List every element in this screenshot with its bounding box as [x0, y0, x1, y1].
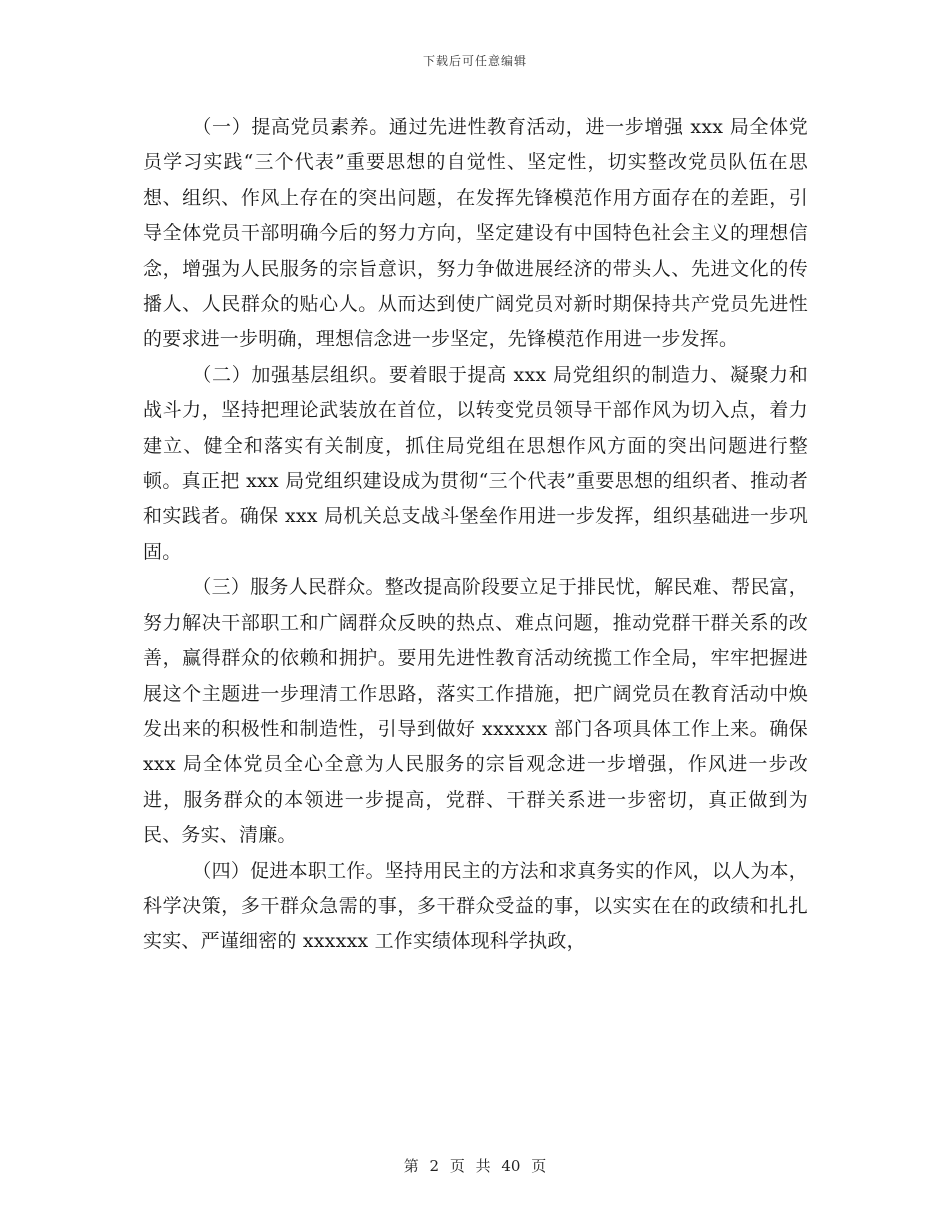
page-footer: 第 2 页 共 40 页 — [403, 1157, 547, 1175]
paragraph-1: （一）提高党员素养。通过先进性教育活动，进一步增强 xxx 局全体党员学习实践“三个代表”重要思想的自觉性、坚定性，切实整改党员队伍在思想、组织、作风上存在的突出问题，在发挥先锋模范作用方面存在的差距，引导全体党员干部明确今后的努力方向，坚定建设有中国特色社会主义的理想信念，增强为人民服务的宗旨意识，努力争做进展经济的带头人、先进文化的传播人、人民群众的贴心人。从而达到使广阔党员对新时期保持共产党员先进性的要求进一步明确，理想信念进一步坚定，先锋模范作用进一步发挥。 — [143, 116, 808, 351]
document-body — [143, 110, 808, 960]
page-header: 下载后可任意编辑 — [422, 54, 527, 68]
paragraph-2: （二）加强基层组织。要着眼于提高 xxx 局党组织的制造力、凝聚力和战斗力，坚持把理论武装放在首位，以转变党员领导干部作风为切入点，着力建立、健全和落实有关制度，抓住局党组在思想作风方面的突出问题进行整顿。真正把 xxx 局党组织建设成为贯彻“三个代表”重要思想的组织者、推动者和实践者。确保 xxx 局机关总支战斗堡垒作用进一步发挥，组织基础进一步巩固。 — [143, 363, 808, 563]
paragraph-4: （四）促进本职工作。坚持用民主的方法和求真务实的作风，以人为本，科学决策，多干群众急需的事，多干群众受益的事，以实实在在的政绩和扎扎实实、严谨细密的 xxxxxx 工作实绩体现科学执政， — [143, 859, 808, 953]
paragraph-3: （三）服务人民群众。整改提高阶段要立足于排民忧，解民难、帮民富，努力解决干部职工和广阔群众反映的热点、难点问题，推动党群干群关系的改善，赢得群众的依赖和拥护。要用先进性教育活动统揽工作全局，牢牢把握进展这个主题进一步理清工作思路，落实工作措施，把广阔党员在教育活动中焕发出来的积极性和制造性，引导到做好 xxxxxx 部门各项具体工作上来。确保 xxx 局全体党员全心全意为人民服务的宗旨观念进一步增强，作风进一步改进，服务群众的本领进一步提高，党群、干群关系进一步密切，真正做到为民、务实、清廉。 — [143, 576, 808, 847]
